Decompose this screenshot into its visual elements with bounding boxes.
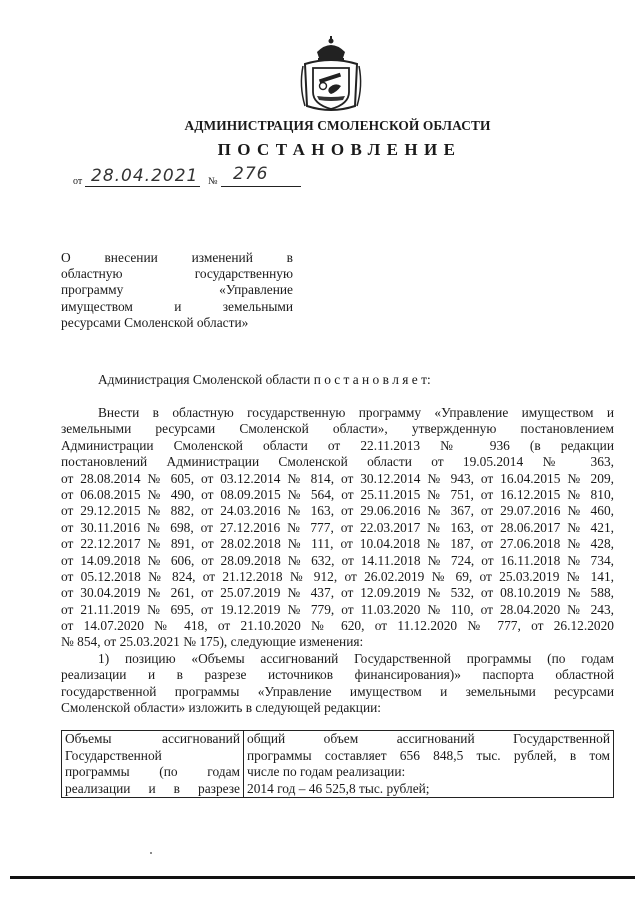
scan-edge-bar <box>10 876 635 879</box>
number-underline <box>221 186 301 187</box>
body-line: от 14.09.2018 № 606, от 28.09.2018 № 632, от 14.11.2018 № 724, от 16.11.2018 № 734, <box>61 552 614 568</box>
cell-line: программы (по годам <box>65 764 240 780</box>
cell-line: программы составляет 656 848,5 тыс. рублей, в том <box>247 747 610 763</box>
scan-speck <box>150 852 152 854</box>
coat-of-arms-icon <box>297 36 365 114</box>
body-line: Администрации Смоленской области от 22.11.2013 № 936 (в редакции <box>61 437 614 453</box>
table-cell-value <box>244 731 614 798</box>
date-value: 28.04.2021 <box>91 166 199 186</box>
number-prefix: № <box>208 176 218 187</box>
document-type-title: ПОСТАНОВЛЕНИЕ <box>217 140 462 159</box>
cell-line: реализации и в разрезе <box>65 780 240 796</box>
date-underline <box>85 186 200 187</box>
cell-line: 2014 год – 46 525,8 тыс. рублей; <box>247 780 430 796</box>
cell-line: общий объем ассигнований Государственной <box>247 731 610 746</box>
body-line: Смоленской области» изложить в следующей редакции: <box>61 700 382 716</box>
date-number-row <box>73 164 313 190</box>
body-line: земельными ресурсами Смоленской области», утвержденную постановлением <box>61 421 614 437</box>
body-line: от 22.12.2017 № 891, от 28.02.2018 № 111, от 10.04.2018 № 187, от 27.06.2018 № 428, <box>61 536 614 552</box>
body-line: государственной программы «Управление имуществом и земельными ресурсами <box>61 683 614 699</box>
subject-line: О внесении изменений в <box>61 250 293 265</box>
table-row <box>62 731 614 798</box>
body-line: от 30.11.2016 № 698, от 27.12.2016 № 777, от 22.03.2017 № 163, от 28.06.2017 № 421, <box>61 519 614 535</box>
body-line: реализации и в разрезе источников финансирования)» паспорта областной <box>61 667 614 683</box>
resolution-body <box>61 405 614 716</box>
subject-line: ресурсами Смоленской области» <box>61 314 249 330</box>
body-line: от 21.11.2019 № 695, от 19.12.2019 № 779, от 11.03.2020 № 110, от 28.04.2020 № 243, <box>61 601 614 617</box>
table-cell-label <box>62 731 244 798</box>
subject-line: имуществом и земельными <box>61 298 293 314</box>
cell-line: Объемы ассигнований <box>65 731 240 746</box>
organization-name: АДМИНИСТРАЦИЯ СМОЛЕНСКОЙ ОБЛАСТИ <box>184 118 491 133</box>
subject-block <box>61 250 293 331</box>
body-line: № 854, от 25.03.2021 № 175), следующие изменения: <box>61 634 364 650</box>
body-line: от 29.12.2015 № 882, от 24.03.2016 № 163, от 29.06.2016 № 367, от 29.07.2016 № 460, <box>61 503 614 519</box>
date-prefix: от <box>73 176 83 187</box>
cell-line: числе по годам реализации: <box>247 764 406 780</box>
program-funding-table <box>61 730 614 798</box>
cell-line: Государственной <box>65 747 162 763</box>
body-line: Внести в областную государственную программу «Управление имуществом и <box>98 405 614 420</box>
subject-line: программу «Управление <box>61 282 293 298</box>
subject-line: областную государственную <box>61 266 293 282</box>
body-line: от 28.08.2014 № 605, от 03.12.2014 № 814, от 30.12.2014 № 943, от 16.04.2015 № 209, <box>61 470 614 486</box>
number-value: 276 <box>233 164 269 184</box>
body-line: от 14.07.2020 № 418, от 21.10.2020 № 620, от 11.12.2020 № 777, от 26.12.2020 <box>61 618 614 634</box>
body-line: постановлений Администрации Смоленской области от 19.05.2014 № 363, <box>61 454 614 470</box>
resolves-line: Администрация Смоленской области п о с т а н о в л я е т: <box>98 372 431 387</box>
body-line: 1) позицию «Объемы ассигнований Государственной программы (по годам <box>98 650 614 666</box>
body-line: от 30.04.2019 № 261, от 25.07.2019 № 437, от 12.09.2019 № 532, от 08.10.2019 № 588, <box>61 585 614 601</box>
body-line: от 05.12.2018 № 824, от 21.12.2018 № 912, от 26.02.2019 № 69, от 25.03.2019 № 141, <box>61 568 614 584</box>
body-line: от 06.08.2015 № 490, от 08.09.2015 № 564, от 25.11.2015 № 751, от 16.12.2015 № 810, <box>61 486 614 502</box>
